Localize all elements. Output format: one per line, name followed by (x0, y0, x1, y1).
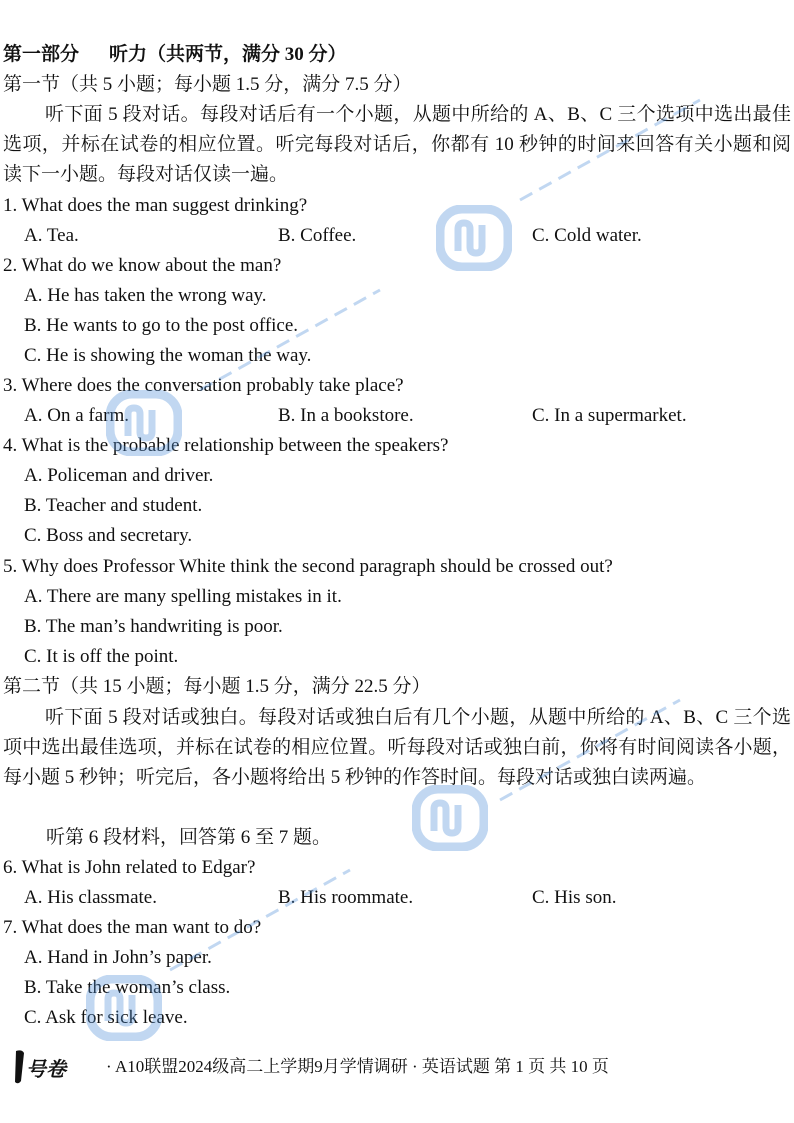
q2-option-b: B. He wants to go to the post office. (24, 315, 299, 336)
part1-heading (3, 40, 347, 70)
q5-option-b: B. The man’s handwriting is poor. (24, 616, 283, 637)
watermark-logo-icon (412, 785, 488, 851)
q7-option-b: B. Take the woman’s class. (24, 977, 231, 998)
q5-option-c: C. It is off the point. (24, 646, 179, 667)
q6-option-c: C. His son. (532, 887, 617, 908)
q5-option-a: A. There are many spelling mistakes in it. (24, 586, 342, 607)
material6-note: 听第 6 段材料，回答第 6 至 7 题。 (46, 827, 332, 848)
question-7: 7. What does the man want to do? (3, 917, 262, 938)
section1-title: 第一节（共 5 小题；每小题 1.5 分，满分 7.5 分） (3, 74, 412, 95)
q7-option-a: A. Hand in John’s paper. (24, 947, 212, 968)
question-1: 1. What does the man suggest drinking? (3, 195, 308, 216)
section2-title: 第二节（共 15 小题；每小题 1.5 分，满分 22.5 分） (3, 676, 431, 697)
footer-text: · A10联盟2024级高二上学期9月学情调研 · 英语试题 第 1 页 共 10 页 (106, 1057, 609, 1076)
q2-option-c: C. He is showing the woman the way. (24, 345, 312, 366)
question-5: 5. Why does Professor White think the second paragraph should be crossed out? (3, 556, 613, 577)
part1-subtitle: 听力（共两节，满分 30 分） (109, 44, 347, 65)
section1-instructions: 听下面 5 段对话。每段对话后有一个小题，从题中所给的 A、B、C 三个选项中选出最佳选项，并标在试卷的相应位置。听完每段对话后，你都有 10 秒钟的时间来回答有关小题和阅读下一小题。每段对话仅读一遍。 (3, 104, 791, 185)
q4-option-a: A. Policeman and driver. (24, 465, 214, 486)
q4-option-c: C. Boss and secretary. (24, 525, 193, 546)
question-6: 6. What is John related to Edgar? (3, 857, 256, 878)
watermark-logo-icon (436, 205, 512, 271)
q7-option-c: C. Ask for sick leave. (24, 1007, 188, 1028)
part1-title: 第一部分 (3, 44, 80, 65)
q6-option-b: B. His roommate. (278, 887, 414, 908)
question-3: 3. Where does the conversation probably take place? (3, 375, 404, 396)
q4-option-b: B. Teacher and student. (24, 495, 203, 516)
q1-option-b: B. Coffee. (278, 225, 357, 246)
q1-option-a: A. Tea. (24, 225, 79, 246)
q6-option-a: A. His classmate. (24, 887, 157, 908)
q1-option-c: C. Cold water. (532, 225, 642, 246)
question-2: 2. What do we know about the man? (3, 255, 282, 276)
q3-option-c: C. In a supermarket. (532, 405, 687, 426)
q2-option-a: A. He has taken the wrong way. (24, 285, 267, 306)
exam-logo (12, 1047, 68, 1087)
logo-text: 号卷 (26, 1057, 66, 1081)
question-4: 4. What is the probable relationship between the speakers? (3, 435, 449, 456)
q3-option-a: A. On a farm. (24, 405, 129, 426)
section2-instructions: 听下面 5 段对话或独白。每段对话或独白后有几个小题，从题中所给的 A、B、C 三个选项中选出最佳选项，并标在试卷的相应位置。听每段对话或独白前，你将有时间阅读各小题，每小题 5 秒钟；听完后，各小题将给出 5 秒钟的作答时间。每段对话或独白读两遍。 (3, 707, 791, 788)
q3-option-b: B. In a bookstore. (278, 405, 414, 426)
